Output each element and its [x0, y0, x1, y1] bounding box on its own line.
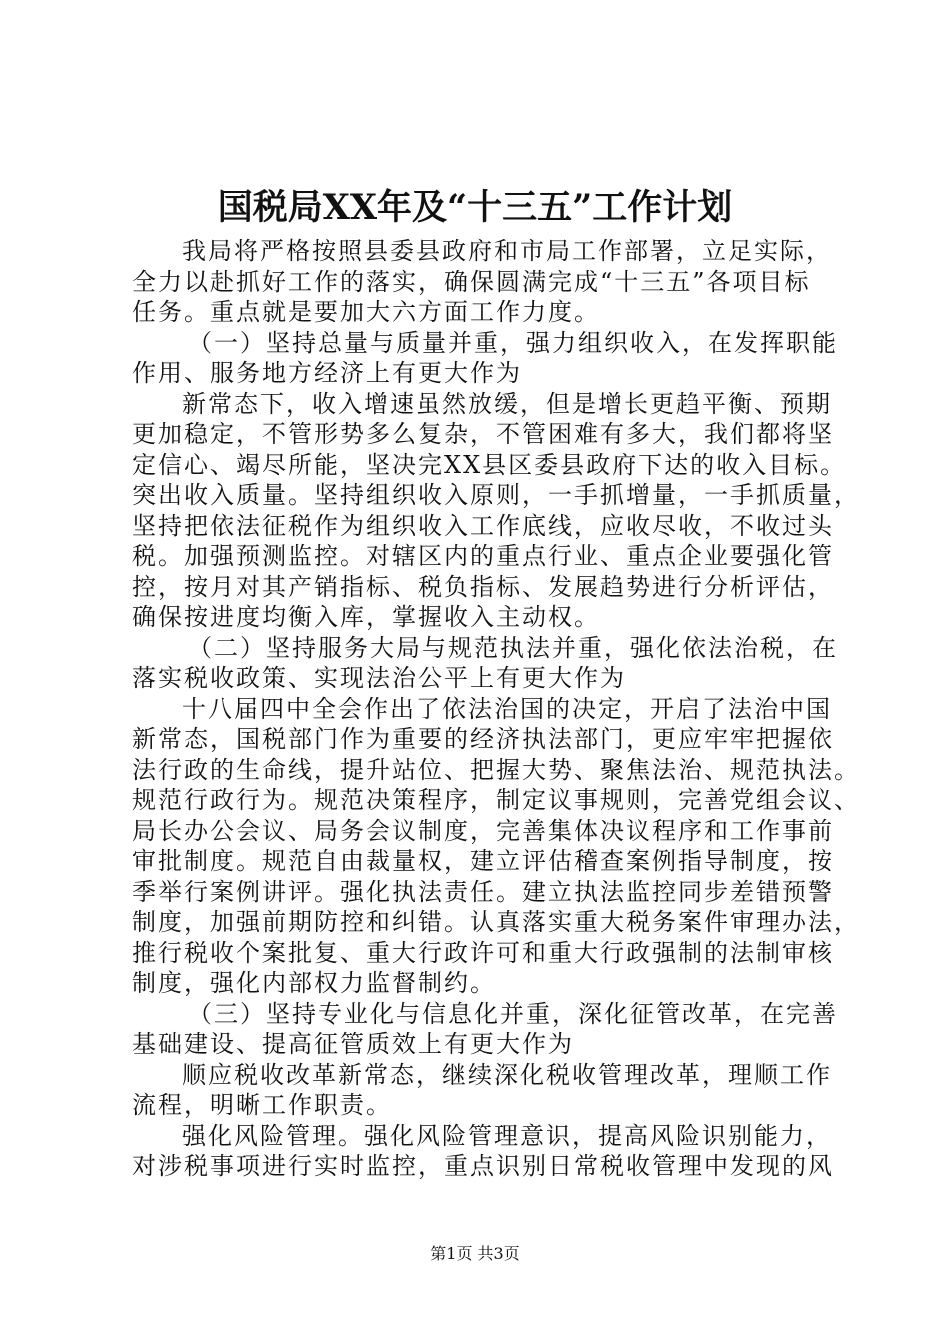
text-line: 规范行政行为。规范决策程序，制定议事规则，完善党组会议、: [132, 786, 860, 814]
paragraph: [132, 1121, 832, 1182]
section-heading: [132, 633, 838, 694]
text-line: （一）坚持总量与质量并重，强力组织收入，在发挥职能: [188, 328, 838, 357]
text-line: 强化风险管理。强化风险管理意识，提高风险识别能力，: [182, 1121, 832, 1150]
text-line: 法行政的生命线，提升站位、把握大势、聚焦法治、规范执法。: [132, 755, 860, 784]
page-footer: 第1页 共3页: [430, 1244, 520, 1263]
text-line: 新常态下，收入增速虽然放缓，但是增长更趋平衡、预期: [182, 389, 832, 418]
text-line: 任务。重点就是要加大六方面工作力度。: [132, 298, 600, 326]
paragraph: [132, 389, 860, 633]
text-line: 确保按进度均衡入库，掌握收入主动权。: [132, 603, 600, 631]
text-line: 顺应税收改革新常态，继续深化税收管理改革，理顺工作: [182, 1060, 832, 1089]
section-heading: [132, 999, 838, 1060]
text-line: （三）坚持专业化与信息化并重，深化征管改革，在完善: [188, 999, 838, 1028]
section-heading: [132, 328, 838, 389]
text-line: 审批制度。规范自由裁量权，建立评估稽查案例指导制度，按: [132, 847, 834, 875]
text-line: 落实税收政策、实现法治公平上有更大作为: [132, 664, 626, 692]
text-line: 突出收入质量。坚持组织收入原则，一手抓增量，一手抓质量，: [132, 481, 860, 509]
text-line: 十八届四中全会作出了依法治国的决定，开启了法治中国: [182, 694, 832, 723]
text-line: 税。加强预测监控。对辖区内的重点行业、重点企业要强化管: [132, 542, 834, 570]
text-line: 制度，加强前期防控和纠错。认真落实重大税务案件审理办法，: [132, 908, 860, 936]
text-line: 作用、服务地方经济上有更大作为: [132, 359, 522, 387]
text-line: 季举行案例讲评。强化执法责任。建立执法监控同步差错预警: [132, 877, 834, 906]
text-line: 推行税收个案批复、重大行政许可和重大行政强制的法制审核: [132, 938, 834, 967]
paragraph: [132, 694, 860, 999]
paragraph: [132, 1060, 832, 1121]
text-line: 定信心、竭尽所能，坚决完XX县区委县政府下达的收入目标。: [132, 450, 847, 479]
text-line: 制度，强化内部权力监督制约。: [132, 969, 496, 997]
text-line: 我局将严格按照县委县政府和市局工作部署，立足实际，: [182, 237, 832, 265]
text-line: 流程，明晰工作职责。: [132, 1091, 392, 1119]
document-title: 国税局XX年及“十三五”工作计划: [217, 187, 733, 228]
text-line: 控，按月对其产销指标、税负指标、发展趋势进行分析评估，: [132, 572, 834, 601]
text-line: （二）坚持服务大局与规范执法并重，强化依法治税，在: [188, 633, 838, 662]
text-line: 新常态，国税部门作为重要的经济执法部门，更应牢牢把握依: [132, 725, 834, 753]
text-line: 全力以赴抓好工作的落实，确保圆满完成“十三五”各项目标: [132, 267, 811, 296]
document-body: [132, 236, 860, 1182]
paragraph: [132, 236, 832, 328]
text-line: 局长办公会议、局务会议制度，完善集体决议程序和工作事前: [132, 816, 834, 845]
text-line: 对涉税事项进行实时监控，重点识别日常税收管理中发现的风: [132, 1152, 834, 1180]
text-line: 坚持把依法征税作为组织收入工作底线，应收尽收，不收过头: [132, 511, 834, 540]
text-line: 基础建设、提高征管质效上有更大作为: [132, 1030, 574, 1058]
text-line: 更加稳定，不管形势多么复杂，不管困难有多大，我们都将坚: [132, 420, 834, 448]
